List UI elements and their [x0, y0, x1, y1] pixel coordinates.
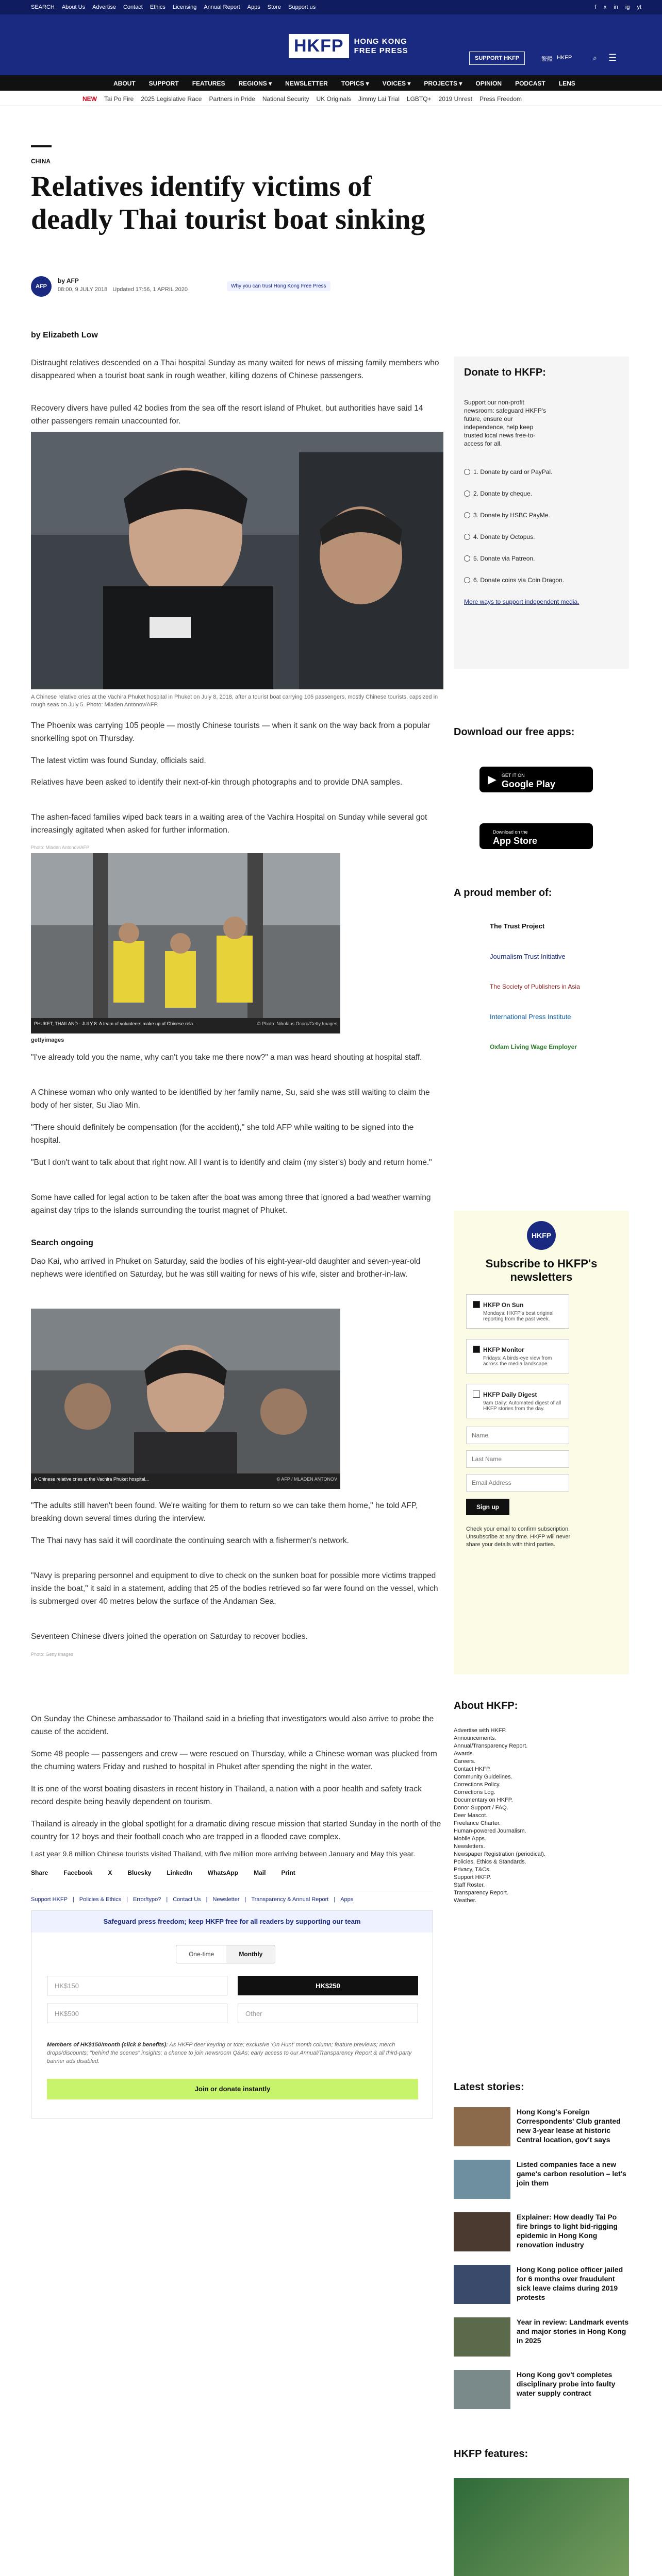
sidebar-features-title: HKFP features: — [454, 2448, 528, 2460]
trending-item[interactable]: Partners in Pride — [209, 95, 255, 103]
about-link[interactable]: Corrections Log. — [454, 1789, 495, 1795]
last-name-input[interactable] — [466, 1450, 569, 1468]
article-paragraph: "Navy is preparing personnel and equipment to dive to check on the sunken boat for possible more victims trapped inside the boat," it said in a statement, adding that 25 of the bodies retrieved so far were found on the vessel, which is submerged over 40 metres below the surface of the Andaman Sea. — [31, 1571, 438, 1606]
sidebar-app-store-button[interactable]: Download on the App Store — [479, 823, 593, 849]
brand-header — [0, 14, 662, 75]
one-time-tab[interactable]: One-time — [176, 1945, 226, 1963]
getty-label[interactable]: gettyimages — [31, 1037, 64, 1043]
about-link[interactable]: Human-powered Journalism. — [454, 1828, 526, 1834]
nav-newsletter[interactable]: NEWSLETTER — [285, 80, 328, 87]
trending-new-badge: NEW — [82, 95, 97, 103]
share-print-button[interactable]: Print — [281, 1869, 295, 1876]
share-row — [31, 1869, 295, 1876]
jti-logo[interactable]: Journalism Trust Initiative — [490, 953, 566, 960]
about-link[interactable]: Careers. — [454, 1758, 476, 1765]
article-paragraph: The Thai navy has said it will coordinate the continuing search with a fishermen's network. — [31, 1536, 349, 1545]
nav-projects[interactable]: PROJECTS ▾ — [424, 80, 462, 87]
about-link[interactable]: Transparency Report. — [454, 1890, 508, 1896]
article-paragraph: A Chinese woman who only wanted to be identified by her family name, Su, said she was still waiting to claim the body of her sister, Su Jiao Min. — [31, 1088, 430, 1110]
article-photo-2 — [31, 853, 340, 1033]
about-link[interactable]: Newspaper Registration (periodical). — [454, 1851, 545, 1857]
site-logo[interactable] — [289, 34, 408, 58]
ipi-logo[interactable]: International Press Institute — [490, 1013, 571, 1021]
nav-podcast[interactable]: PODCAST — [515, 80, 545, 87]
article-author: by Elizabeth Low — [31, 331, 98, 340]
trending-item[interactable]: National Security — [262, 95, 309, 103]
article-paragraph: Seventeen Chinese divers joined the operation on Saturday to recover bodies. — [31, 1632, 308, 1641]
trending-bar — [0, 91, 662, 106]
topbar-store-link[interactable]: Store — [267, 4, 282, 10]
article-photo-1 — [31, 432, 443, 689]
article-title: Relatives identify victims of deadly Thai tourist boat sinking — [31, 171, 425, 235]
logo-line-1: HONG KONG — [354, 37, 407, 46]
latest-story[interactable]: Hong Kong gov't completes disciplinary probe into faulty water supply contract — [454, 2370, 629, 2416]
about-link[interactable]: Weather. — [454, 1897, 476, 1904]
error-link[interactable]: Error/typo? — [133, 1896, 161, 1903]
photo-2-credit: © Photo: Nikolaus Ocoro/Getty Images — [257, 1021, 337, 1026]
topbar-search-link[interactable]: SEARCH — [31, 4, 55, 10]
apps-link[interactable]: Apps — [340, 1896, 354, 1903]
newsletter-box — [454, 1211, 629, 1674]
newsletter-option[interactable]: HKFP Daily Digest 9am Daily: Automated digest of all HKFP stories from the day. — [466, 1384, 569, 1418]
about-link[interactable]: Annual/Transparency Report. — [454, 1743, 528, 1749]
sidebar-google-play-button[interactable]: ▶ GET IT ON Google Play — [479, 767, 593, 792]
donation-box — [31, 1910, 433, 2119]
join-donate-button[interactable]: Join or donate instantly — [47, 2079, 418, 2099]
story-thumbnail — [454, 2107, 510, 2146]
topbar-apps-link[interactable]: Apps — [247, 4, 260, 10]
article-paragraph: Relatives have been asked to identify their next-of-kin through photographs and to provide DNA samples. — [31, 778, 403, 787]
membership-blurb: Members of HK$150/month (click 8 benefits): As HKFP deer keyring or tote; exclusive 'On Hunt' month column; feature previews; merch drops/discounts; "behind the scenes" insights; a chance to join newsroom Q&As; early access to our Annual/Transparency Report & all third-party banner ads disabled. — [47, 2042, 412, 2064]
latest-story[interactable]: Listed companies face a new game's carbon resolution – let's join them — [454, 2160, 629, 2206]
photo-3-credit: © AFP / MLADEN ANTONOV — [276, 1477, 337, 1482]
member-logos — [454, 922, 629, 1050]
about-link[interactable]: Newsletters. — [454, 1843, 485, 1850]
latest-story[interactable]: Hong Kong police officer jailed for 6 months over fraudulent sick leave claims during 2019 protests — [454, 2265, 629, 2311]
published-date: 08:00, 9 JULY 2018 — [58, 286, 108, 293]
article-paragraph: The Phoenix was carrying 105 people — mostly Chinese tourists — when it sank on the way back from a popular snorkelling spot on Thursday. — [31, 721, 431, 743]
search-icon[interactable]: ⌕ — [593, 54, 597, 62]
linkedin-icon[interactable]: in — [614, 4, 618, 10]
instagram-icon[interactable]: ig — [625, 4, 630, 10]
feature-story[interactable] — [454, 2478, 629, 2576]
topbar-ethics-link[interactable]: Ethics — [150, 4, 166, 10]
nav-features[interactable]: FEATURES — [192, 80, 225, 87]
nav-voices[interactable]: VOICES ▾ — [382, 80, 411, 87]
article-paragraph: Dao Kai, who arrived in Phuket on Saturday, said the bodies of his eight-year-old daughter and seven-year-old nephews were identified on Saturday, but he was still waiting for news of his wife, sister and brother-in-law. — [31, 1257, 421, 1279]
logo-line-2: FREE PRESS — [354, 46, 408, 55]
article-category[interactable]: CHINA — [31, 158, 51, 165]
topbar-support-link[interactable]: Support us — [288, 4, 316, 10]
article-paragraph: "I've already told you the name, why can't you take me there now?" a man was heard shouting at hospital staff. — [31, 1053, 422, 1062]
latest-story[interactable]: Explainer: How deadly Tai Po fire brings to light bid-rigging epidemic in Hong Kong renovation industry — [454, 2212, 629, 2259]
newsletter-logo: HKFP — [527, 1221, 556, 1250]
article-paragraph: Some have called for legal action to be taken after the boat was among three that ignored a bad weather warning against day trips to the islands surrounding the tourist magnet of Phuket. — [31, 1193, 431, 1215]
sidebar-member-title: A proud member of: — [454, 887, 552, 899]
amount-option[interactable]: HK$500 — [47, 2004, 227, 2023]
logo-mark: HKFP — [289, 34, 349, 58]
amount-option-selected[interactable]: HK$250 — [238, 1976, 418, 1995]
lang-english-link[interactable]: HKFP — [557, 55, 572, 61]
lang-chinese-link[interactable]: 繁體 — [541, 56, 553, 62]
oxfam-logo[interactable]: Oxfam Living Wage Employer — [490, 1043, 577, 1050]
about-link[interactable]: Documentary on HKFP. — [454, 1797, 513, 1803]
photo-credit: Photo: Getty Images — [31, 1652, 74, 1657]
sidebar-donate-box — [454, 357, 629, 669]
share-label: Share — [31, 1869, 48, 1876]
report-link[interactable]: Transparency & Annual Report — [251, 1896, 329, 1903]
sidebar-apps-title: Download our free apps: — [454, 726, 575, 738]
sidebar-donate-intro[interactable]: Support our non-profit newsroom: safeguard HKFP's future, ensure our independence, help keep trusted local news free-to-access for all. — [464, 399, 547, 447]
photo-3-caption: A Chinese relative cries at the Vachira Phuket hospital... — [34, 1477, 149, 1482]
about-link[interactable]: Announcements. — [454, 1735, 496, 1741]
about-link[interactable]: Donor Support / FAQ. — [454, 1805, 508, 1811]
article-photo-3 — [31, 1309, 340, 1489]
about-link[interactable]: Support HKFP. — [454, 1874, 491, 1880]
about-link[interactable]: Deer Mascot. — [454, 1812, 488, 1819]
photo-volunteers — [31, 853, 340, 1033]
share-x-button[interactable]: X — [108, 1869, 112, 1876]
sidebar-donate-title: Donate to HKFP: — [464, 367, 546, 378]
donate-option[interactable]: 5. Donate via Patreon. — [464, 555, 619, 562]
byline[interactable]: by AFP — [58, 277, 79, 284]
trending-item[interactable]: LGBTQ+ — [406, 95, 432, 103]
latest-story[interactable]: Year in review: Landmark events and major stories in Hong Kong in 2025 — [454, 2317, 629, 2364]
about-link[interactable]: Staff Roster. — [454, 1882, 485, 1888]
topbar-annual-report-link[interactable]: Annual Report — [204, 4, 240, 10]
article-footer-links: Support HKFP | Policies & Ethics | Error/typo? | Contact Us | Newsletter | Transparency & Annual Report | Apps — [31, 1891, 433, 1903]
trust-link[interactable]: Why you can trust Hong Kong Free Press — [227, 281, 330, 291]
photo-hospital-relative — [31, 1309, 340, 1489]
story-thumbnail — [454, 2370, 510, 2409]
sopa-logo[interactable]: The Society of Publishers in Asia — [490, 983, 580, 990]
x-icon[interactable]: x — [603, 4, 607, 10]
email-input[interactable] — [466, 1474, 569, 1492]
article-paragraph: It is one of the worst boating disasters in recent history in Thailand, a nation with a poor health and safety track record despite being heavily dependent on tourism. — [31, 1785, 422, 1806]
article-paragraph: "But I don't want to talk about that right now. All I want is to identify and claim (my sister's) body and return home." — [31, 1158, 432, 1167]
support-link[interactable]: Support HKFP — [31, 1896, 68, 1903]
nav-about[interactable]: ABOUT — [113, 80, 136, 87]
amount-other-input[interactable]: Other — [238, 2004, 418, 2023]
share-bluesky-button[interactable]: Bluesky — [127, 1869, 152, 1876]
article-paragraph: The ashen-faced families wiped back tears in a waiting area of the Vachira Hospital on Sunday while several got increasingly agitated when asked for further information. — [31, 813, 427, 835]
story-thumbnail — [454, 2160, 510, 2199]
language-switcher — [541, 55, 572, 63]
amount-option[interactable]: HK$150 — [47, 1976, 227, 1995]
trust-project-logo[interactable]: The Trust Project — [490, 922, 545, 930]
support-hkfp-button[interactable]: SUPPORT HKFP — [469, 52, 525, 65]
about-link[interactable]: Mobile Apps. — [454, 1836, 486, 1842]
about-link[interactable]: Policies, Ethics & Standards. — [454, 1859, 526, 1865]
newsletter-note: Check your email to confirm subscription. Unsubscribe at any time. HKFP will never share your details with third parties. — [466, 1526, 571, 1548]
nav-lens[interactable]: LENS — [558, 80, 575, 87]
name-input[interactable] — [466, 1427, 569, 1444]
signup-button[interactable]: Sign up — [466, 1499, 509, 1515]
main-nav — [0, 75, 662, 91]
story-thumbnail — [454, 2317, 510, 2357]
article-paragraph: Distraught relatives descended on a Thai hospital Sunday as many waited for news of missing family members who disappeared when a tourist boat sank in rough weather, killing dozens of Chinese passengers. — [31, 359, 439, 380]
newsletter-option[interactable]: HKFP On Sun Mondays: HKFP's best original reporting from the past week. — [466, 1294, 569, 1329]
topbar-licensing-link[interactable]: Licensing — [172, 4, 197, 10]
play-icon: ▶ — [488, 773, 496, 786]
donate-option[interactable]: 3. Donate by HSBC PayMe. — [464, 512, 619, 519]
donate-option[interactable]: 2. Donate by cheque. — [464, 490, 619, 497]
author-avatar[interactable]: AFP — [31, 276, 52, 297]
donation-frequency-toggle — [176, 1945, 275, 1963]
monthly-tab[interactable]: Monthly — [226, 1945, 275, 1963]
about-link[interactable]: Community Guidelines. — [454, 1774, 512, 1780]
share-mail-button[interactable]: Mail — [254, 1869, 266, 1876]
facebook-icon[interactable]: f — [594, 4, 597, 10]
trending-item[interactable]: Tai Po Fire — [104, 95, 134, 103]
article-paragraph: "The adults still haven't been found. We're waiting for them to return so we can take them home," he told AFP, breaking down several times during the interview. — [31, 1501, 418, 1523]
share-facebook-button[interactable]: Facebook — [63, 1869, 93, 1876]
about-link[interactable]: Privacy, T&Cs. — [454, 1867, 491, 1873]
about-link[interactable]: Awards. — [454, 1751, 474, 1757]
newsletter-title: Subscribe to HKFP's newsletters — [485, 1257, 598, 1283]
article-paragraph: Last year 9.8 million Chinese tourists visited Thailand, with five million more arriving between January and May this year. — [31, 1850, 416, 1858]
donate-option[interactable]: 4. Donate by Octopus. — [464, 533, 619, 540]
more-ways-link[interactable]: More ways to support independent media. — [464, 598, 580, 605]
article-paragraph: Some 48 people — passengers and crew — were rescued on Thursday, while a Chinese woman was plucked from the churning waters Friday and rushed to hospital in Phuket after spending the night in the water. — [31, 1750, 437, 1771]
latest-story[interactable]: Hong Kong's Foreign Correspondents' Club granted new 3-year lease at historic Central location, gov't says — [454, 2107, 629, 2154]
topbar-about-link[interactable]: About Us — [61, 4, 86, 10]
section-subhead: Search ongoing — [31, 1239, 93, 1247]
story-thumbnail — [454, 2265, 510, 2304]
updated-date: Updated 17:56, 1 APRIL 2020 — [112, 286, 188, 293]
about-link[interactable]: Freelance Charter. — [454, 1820, 501, 1826]
about-link[interactable]: Contact HKFP. — [454, 1766, 491, 1772]
topbar-advertise-link[interactable]: Advertise — [92, 4, 116, 10]
nav-support[interactable]: SUPPORT — [148, 80, 179, 87]
trending-item[interactable]: 2019 Unrest — [438, 95, 472, 103]
photo-caption: A Chinese relative cries at the Vachira Phuket hospital in Phuket on July 8, 2018, after a tourist boat carrying 105 passengers, mostly Chinese tourists, capsized in rough seas on July 5. Photo: Mladen Antonov/AFP. — [31, 694, 438, 708]
nav-opinion[interactable]: OPINION — [475, 80, 502, 87]
article-paragraph: Recovery divers have pulled 42 bodies from the sea off the resort island of Phuket, but authorities have said 14 other passengers remain unaccounted for. — [31, 404, 423, 426]
nav-topics[interactable]: TOPICS ▾ — [341, 80, 369, 87]
about-link[interactable]: Advertise with HKFP. — [454, 1727, 507, 1734]
nav-regions[interactable]: REGIONS ▾ — [238, 80, 272, 87]
share-linkedin-button[interactable]: LinkedIn — [167, 1869, 192, 1876]
contact-link[interactable]: Contact Us — [173, 1896, 201, 1903]
topbar-contact-link[interactable]: Contact — [123, 4, 143, 10]
about-link[interactable]: Corrections Policy. — [454, 1782, 501, 1788]
newsletter-option[interactable]: HKFP Monitor Fridays: A birds-eye view from across the media landscape. — [466, 1339, 569, 1374]
checkbox-checked[interactable] — [473, 1346, 480, 1353]
checkbox-unchecked[interactable] — [473, 1391, 480, 1398]
article-paragraph: "There should definitely be compensation (for the accident)," she told AFP while waiting to be signed into the hospital. — [31, 1123, 414, 1145]
sidebar-about: About HKFP: Advertise with HKFP. Announcements. Annual/Transparency Report. Awards. Careers. Contact HKFP. Community Guidelines. Corrections Policy. Corrections Log. Documentary on HKFP. Donor Support / FAQ. Deer Mascot. Freelance Charter. Human-powered Journalism. Mobile Apps. Newsletters. Newspaper Registration (periodical). Policies, Ethics & Standards. Privacy, T&Cs. Support HKFP. Staff Roster. Transparency Report. Weather. — [454, 1700, 629, 1904]
byline-row — [31, 276, 443, 297]
donate-option[interactable]: 1. Donate by card or PayPal. — [464, 468, 619, 476]
newsletter-link[interactable]: Newsletter — [212, 1896, 240, 1903]
sidebar-latest-title: Latest stories: — [454, 2081, 524, 2093]
trending-item[interactable]: Press Freedom — [479, 95, 522, 103]
youtube-icon[interactable]: yt — [637, 4, 641, 10]
photo-2-caption: PHUKET, THAILAND - JULY 8: A team of volunteers make up of Chinese rela... — [34, 1021, 197, 1026]
trending-item[interactable]: 2025 Legislative Race — [141, 95, 202, 103]
policies-link[interactable]: Policies & Ethics — [79, 1896, 122, 1903]
donation-banner: Safeguard press freedom; keep HKFP free for all readers by supporting our team — [31, 1911, 433, 1933]
photo-crying-relative — [31, 432, 443, 689]
feature-image — [454, 2478, 629, 2576]
article-paragraph: The latest victim was found Sunday, officials said. — [31, 756, 206, 765]
trending-item[interactable]: Jimmy Lai Trial — [358, 95, 400, 103]
story-thumbnail — [454, 2212, 510, 2251]
title-rule — [31, 145, 52, 147]
checkbox-checked[interactable] — [473, 1301, 480, 1308]
share-whatsapp-button[interactable]: WhatsApp — [207, 1869, 239, 1876]
article-paragraph: Thailand is already in the global spotlight for a dramatic diving rescue mission that started Sunday in the north of the country for 12 boys and their football coach who are trapped in a flooded cave complex. — [31, 1820, 441, 1841]
donate-option[interactable]: 6. Donate coins via Coin Dragon. — [464, 577, 619, 584]
trending-item[interactable]: UK Originals — [316, 95, 351, 103]
article-paragraph: On Sunday the Chinese ambassador to Thailand said in a briefing that investigators would also arrive to probe the cause of the accident. — [31, 1715, 434, 1736]
photo-credit: Photo: Mladen Antonov/AFP — [31, 845, 90, 850]
top-utility-bar — [0, 0, 662, 14]
hamburger-menu-icon[interactable]: ☰ — [608, 53, 617, 63]
